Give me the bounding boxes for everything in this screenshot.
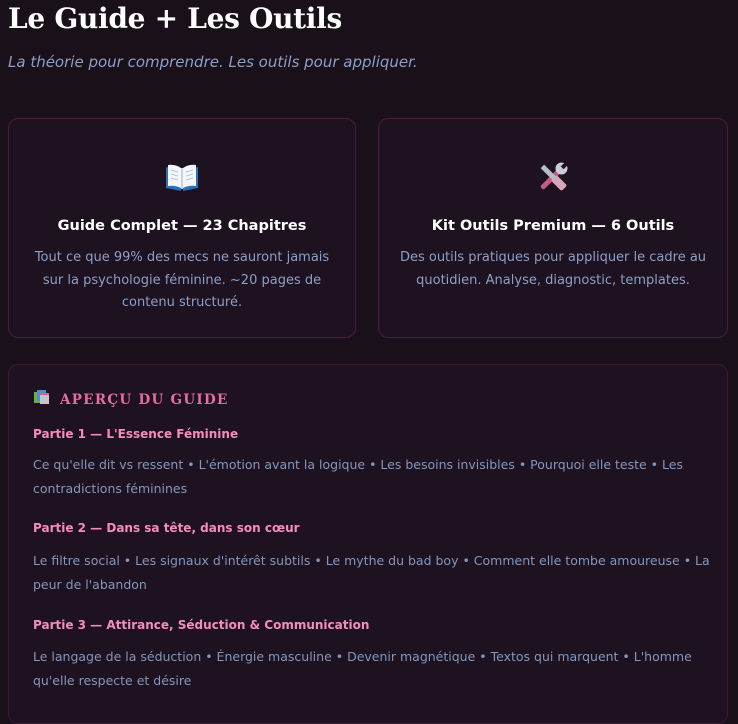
books-icon (33, 389, 51, 410)
page-subtitle: La théorie pour comprendre. Les outils pour appliquer. (8, 53, 418, 71)
part-2-title: Partie 2 — Dans sa tête, dans son cœur (33, 521, 300, 535)
part-3-title: Partie 3 — Attirance, Séduction & Communication (33, 618, 370, 632)
tools-icon (379, 159, 727, 195)
part-1-description: Ce qu'elle dit vs ressent • L'émotion avant la logique • Les besoins invisibles • Pourquoi elle teste • Les contradictions féminines (33, 457, 683, 496)
tools-card-title: Kit Outils Premium — 6 Outils (431, 218, 675, 234)
part-2-description: Le filtre social • Les signaux d'intérêt subtils • Le mythe du bad boy • Comment elle tombe amoureuse • La peur de l'abandon (33, 553, 710, 592)
guide-preview-panel (8, 364, 728, 724)
guide-preview-header (33, 389, 229, 410)
guide-card (8, 118, 356, 338)
part-3-description: Le langage de la séduction • Énergie masculine • Devenir magnétique • Textos qui marquent • L'homme qu'elle respecte et désire (33, 649, 692, 688)
part-1-title: Partie 1 — L'Essence Féminine (33, 427, 239, 441)
open-book-icon (9, 159, 355, 195)
page-title: Le Guide + Les Outils (8, 2, 342, 35)
tools-card-description: Des outils pratiques pour appliquer le cadre au quotidien. Analyse, diagnostic, templates. (399, 250, 707, 288)
tools-card (378, 118, 728, 338)
guide-preview-title: APERÇU DU GUIDE (60, 391, 229, 408)
guide-card-title: Guide Complet — 23 Chapitres (57, 218, 307, 234)
guide-card-description: Tout ce que 99% des mecs ne sauront jamais sur la psychologie féminine. ~20 pages de contenu structuré. (34, 250, 330, 310)
